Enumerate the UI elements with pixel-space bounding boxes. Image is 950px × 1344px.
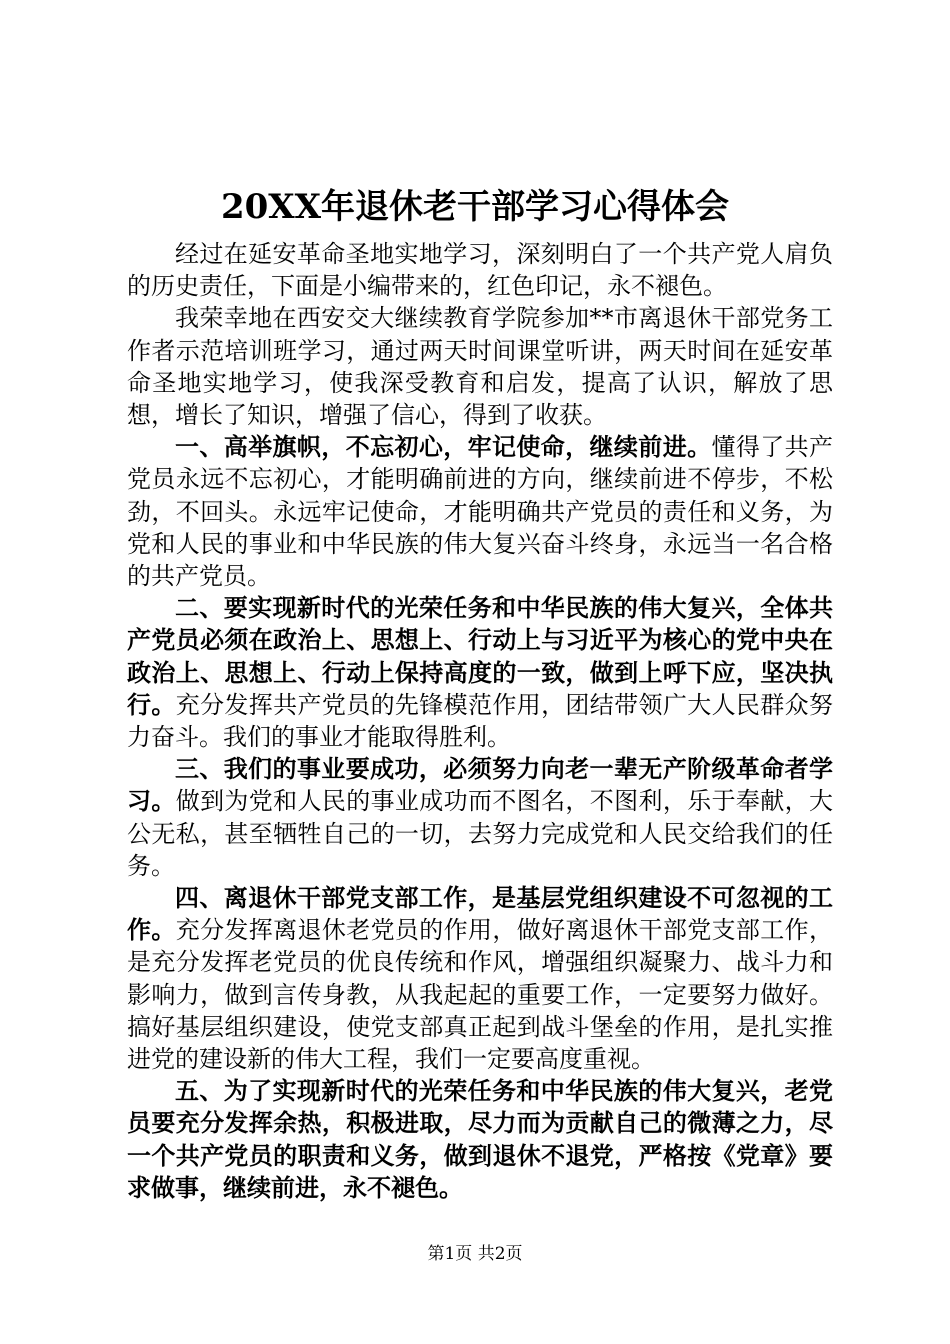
- paragraph-text: 做到为党和人民的事业成功而不图名，不图利，乐于奉献，大公无私，甚至牺牲自己的一切，去努力完成党和人民交给我们的任务。: [127, 787, 834, 880]
- paragraph-lead: 二、要实现新时代的光荣任务和中华民族的伟大复兴，全体共产党员必须在政治上、思想上、行动上与习近平为核心的党中央在政治上、思想上、行动上保持高度的一致，做到上呼下应，坚决执行。: [127, 593, 833, 719]
- paragraph-lead: 四、离退休干部党支部工作，是基层党组织建设不可忽视的工作。: [127, 883, 833, 945]
- paragraph-point-2: [127, 592, 833, 753]
- paragraph-text: 充分发挥离退休老党员的作用，做好离退休干部党支部工作，是充分发挥老党员的优良传统和作风，增强组织凝聚力、战斗力和影响力，做到言传身教，从我起起的重要工作，一定要努力做好。搞好基层组织建设，使党支部真正起到战斗堡垒的作用，是扎实推进党的建设新的伟大工程，我们一定要高度重视。: [127, 916, 834, 1074]
- document-body: [127, 238, 833, 1204]
- paragraph-text: 充分发挥共产党员的先锋模范作用，团结带领广大人民群众努力奋斗。我们的事业才能取得胜利。: [127, 690, 834, 752]
- paragraph-lead: 三、我们的事业要成功，必须努力向老一辈无产阶级革命者学习。: [127, 754, 833, 816]
- paragraph-point-3: [127, 753, 833, 882]
- paragraph-lead: 五、为了实现新时代的光荣任务和中华民族的伟大复兴，老党员要充分发挥余热，积极进取，尽力而为贡献自己的微薄之力，尽一个共产党员的职责和义务，做到退休不退党，严格按《党章》要求做事，继续前进，永不褪色。: [127, 1076, 833, 1202]
- paragraph-text: 懂得了共产党员永远不忘初心，才能明确前进的方向，继续前进不停步，不松劲，不回头。永远牢记使命，才能明确共产党员的责任和义务，为党和人民的事业和中华民族的伟大复兴奋斗终身，永远当一名合格的共产党员。: [127, 433, 834, 591]
- paragraph-point-1: [127, 431, 833, 592]
- document-title: 20XX年退休老干部学习心得体会: [220, 187, 730, 227]
- paragraph-point-4: [127, 882, 833, 1075]
- page-number-footer: 第1页 共2页: [427, 1244, 523, 1264]
- paragraph-text: 我荣幸地在西安交大继续教育学院参加**市离退休干部党务工作者示范培训班学习，通过两天时间课堂听讲，两天时间在延安革命圣地实地学习，使我深受教育和启发，提高了认识，解放了思想，增长了知识，增强了信心，得到了收获。: [127, 304, 833, 430]
- paragraph-text: 经过在延安革命圣地实地学习，深刻明白了一个共产党人肩负的历史责任，下面是小编带来的，红色印记，永不褪色。: [127, 240, 833, 301]
- paragraph-training: [127, 302, 833, 431]
- paragraph-point-5: [127, 1075, 833, 1204]
- paragraph-lead: 一、高举旗帜，不忘初心，牢记使命，继续前进。: [175, 432, 712, 462]
- paragraph-intro: [127, 238, 833, 302]
